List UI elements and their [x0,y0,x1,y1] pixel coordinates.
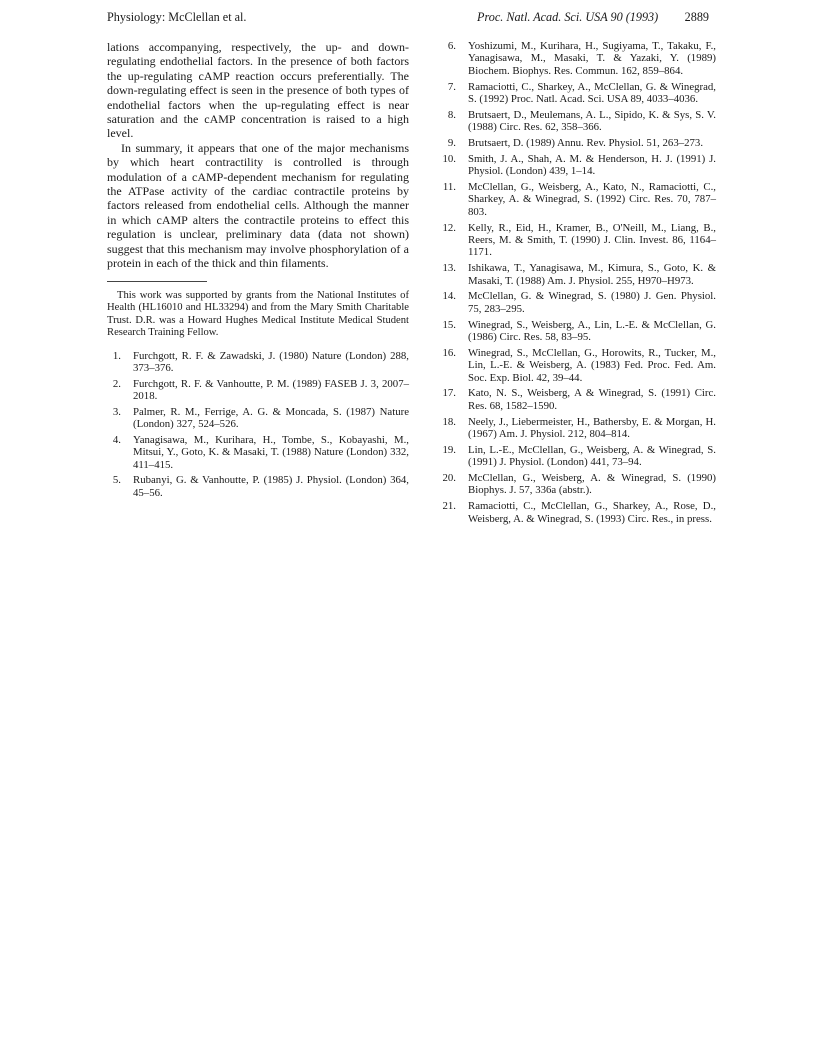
reference-item: 8. Brutsaert, D., Meulemans, A. L., Sipido, K. & Sys, S. V. (1988) Circ. Res. 62, 358–366. [447,108,716,134]
reference-item: 18. Neely, J., Liebermeister, H., Bathersby, E. & Morgan, H. (1967) Am. J. Physiol. 212, 804–814. [442,415,716,441]
reference-list-right [442,40,716,525]
page-number: 2889 [684,10,709,24]
reference-item: 5. Rubanyi, G. & Vanhoutte, P. (1985) J. Physiol. (London) 364, 45–56. [112,474,409,499]
reference-item: 10. Smith, J. A., Shah, A. M. & Henderson, H. J. (1991) J. Physiol. (London) 439, 1–14. [442,152,716,178]
reference-item: 14. McClellan, G. & Winegrad, S. (1980) J. Gen. Physiol. 75, 283–295. [442,290,716,315]
reference-item: 16. Winegrad, S., McClellan, G., Horowits, R., Tucker, M., Lin, L.-E. & Weisberg, A. (1983) Fed. Proc. Fed. Am. Soc. Exp. Biol. 42, 39–44. [442,346,716,384]
reference-item: 9. Brutsaert, D. (1989) Annu. Rev. Physiol. 51, 263–273. [447,137,704,150]
acknowledgment: This work was supported by grants from the National Institutes of Health (HL16010 and HL33294) and from the Mary Smith Charitable Trust. D.R. was a Howard Hughes Medical Institute Medical Student Research Training Fellow. [107,289,409,339]
body-paragraph-1: lations accompanying, respectively, the up- and down-regulating endothelial factors. In the presence of both factors the up-regulating cAMP reaction occurs preferentially. The down-regulating effect is seen in the presence of both types of endothelial factors when the up-regulating effect is near saturation and the cAMP concentration is raised to a high level. [107,40,409,141]
running-head-section: Physiology: McClellan et al. [107,10,247,24]
reference-item: 19. Lin, L.-E., McClellan, G., Weisberg, A. & Winegrad, S. (1991) J. Physiol. (London) 441, 73–94. [442,443,716,469]
reference-item: 4. Yanagisawa, M., Kurihara, H., Tombe, S., Kobayashi, M., Mitsui, Y., Goto, K. & Masaki, T. (1988) Nature (London) 332, 411–415. [112,433,409,471]
right-column [442,40,716,528]
reference-item: 3. Palmer, R. M., Ferrige, A. G. & Moncada, S. (1987) Nature (London) 327, 524–526. [112,405,409,431]
body-paragraph-2: In summary, it appears that one of the major mechanisms by which heart contractility is controlled is through modulation of a cAMP-dependent mechanism for regulating the ATPase activity of the cardiac contractile proteins by factors released from endothelial cells. Although the manner in which cAMP alters the contractile proteins to effect this regulation is unclear, preliminary data (data not shown) suggest that this mechanism may involve phosphorylation of a protein in each of the thick and thin filaments. [107,140,409,271]
reference-item: 2. Furchgott, R. F. & Vanhoutte, P. M. (1989) FASEB J. 3, 2007–2018. [112,377,409,403]
reference-item: 13. Ishikawa, T., Yanagisawa, M., Kimura, S., Goto, K. & Masaki, T. (1988) Am. J. Physiol. 255, H970–H973. [442,262,716,287]
reference-list-left [107,350,409,499]
left-column [107,40,409,502]
reference-item: 1. Furchgott, R. F. & Zawadski, J. (1980) Nature (London) 288, 373–376. [112,349,409,375]
reference-item: 17. Kato, N. S., Weisberg, A & Winegrad, S. (1991) Circ. Res. 68, 1582–1590. [442,387,716,412]
journal-citation: Proc. Natl. Acad. Sci. USA 90 (1993) [477,10,659,24]
reference-item: 7. Ramaciotti, C., Sharkey, A., McClellan, G. & Winegrad, S. (1992) Proc. Natl. Acad. Sci. USA 89, 4033–4036. [447,80,716,106]
reference-item: 15. Winegrad, S., Weisberg, A., Lin, L.-E. & McClellan, G. (1986) Circ. Res. 58, 83–95. [442,318,716,344]
reference-item: 20. McClellan, G., Weisberg, A. & Winegrad, S. (1990) Biophys. J. 57, 336a (abstr.). [442,472,716,497]
section-divider [107,281,207,282]
reference-item: 21. Ramaciotti, C., McClellan, G., Sharkey, A., Rose, D., Weisberg, A. & Winegrad, S. (1993) Circ. Res., in press. [442,500,716,525]
reference-item: 6. Yoshizumi, M., Kurihara, H., Sugiyama, T., Takaku, F., Yanagisawa, M., Masaki, T. & Yazaki, Y. (1989) Biochem. Biophys. Res. Commun. 162, 859–864. [447,40,716,77]
reference-item: 12. Kelly, R., Eid, H., Kramer, B., O'Neill, M., Liang, B., Reers, M. & Smith, T. (1990) J. Clin. Invest. 86, 1164–1171. [442,221,716,259]
running-head-journal [477,10,709,25]
reference-item: 11. McClellan, G., Weisberg, A., Kato, N., Ramaciotti, C., Sharkey, A. & Winegrad, S. (1992) Circ. Res. 70, 787–803. [442,181,716,218]
